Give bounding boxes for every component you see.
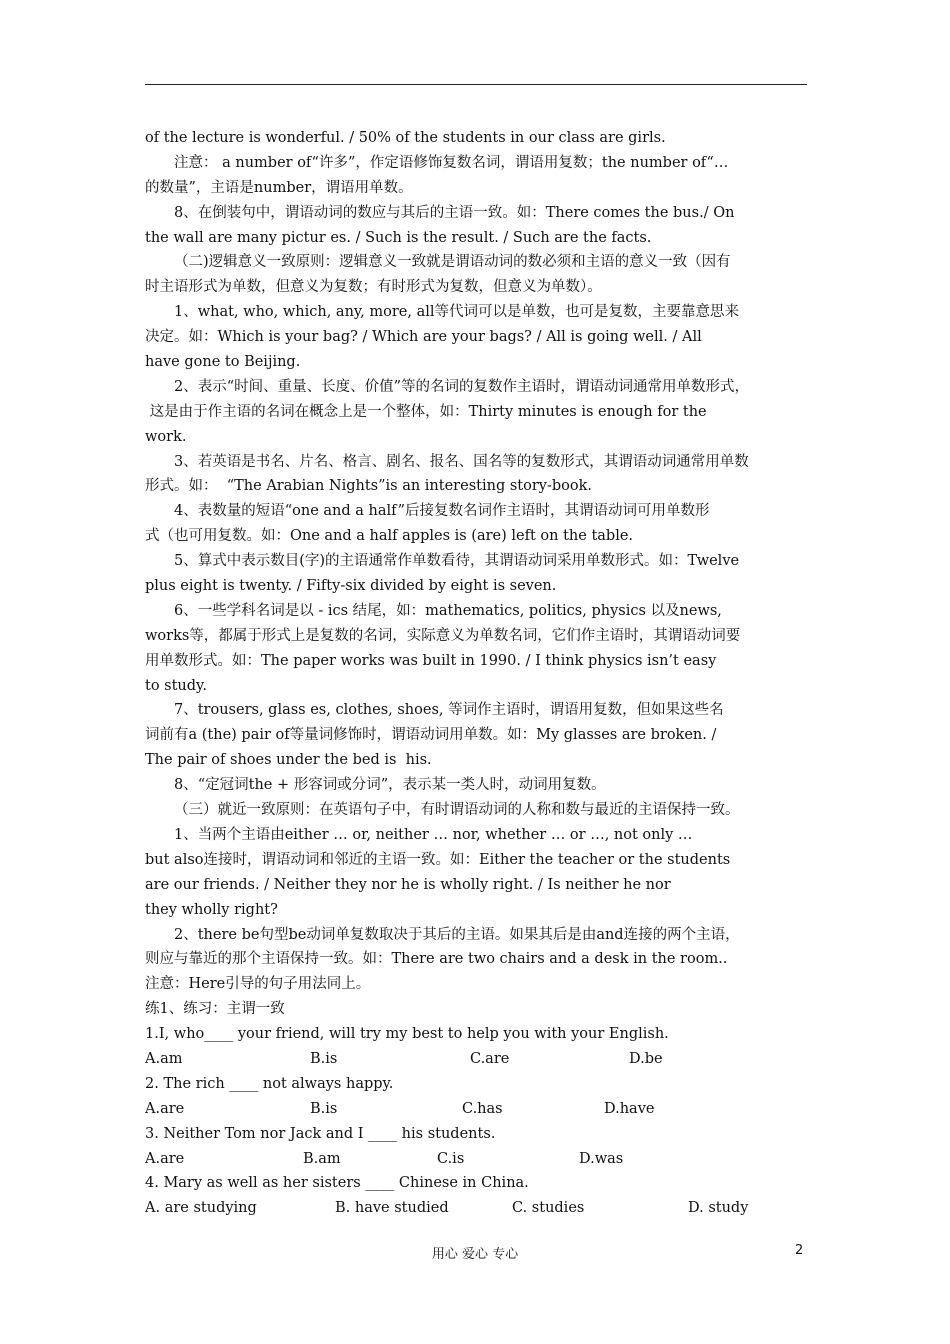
text-line: 8、“定冠词the + 形容词或分词”，表示某一类人时，动词用复数。 [174, 777, 606, 794]
question-text: 4. Mary as well as her sisters ____ Chinese in China. [145, 1175, 529, 1192]
option-c[interactable]: C.has [462, 1100, 503, 1117]
text-line: The pair of shoes under the bed is his. [145, 752, 432, 769]
text-line: 3、若英语是书名、片名、格言、剧名、报名、国名等的复数形式，其谓语动词通常用单数 [174, 453, 749, 470]
text-line: 4、表数量的短语“one and a half”后接复数名词作主语时，其谓语动词可用单数形 [174, 503, 710, 520]
option-c[interactable]: C. studies [512, 1200, 585, 1217]
option-a[interactable]: A.are [145, 1100, 185, 1117]
option-a[interactable]: A.are [145, 1150, 185, 1167]
question-text: 3. Neither Tom nor Jack and I ____ his students. [145, 1125, 496, 1142]
option-b[interactable]: B.is [310, 1050, 338, 1067]
text-line: 2、there be句型be动词单复数取决于其后的主语。如果其后是由and连接的两个主语， [174, 926, 740, 943]
page-body [145, 126, 807, 1221]
text-line: works等，都属于形式上是复数的名词，实际意义为单数名词，它们作主语时，其谓语动词要 [145, 627, 741, 644]
text-line: 5、算式中表示数目(字)的主语通常作单数看待，其谓语动词采用单数形式。如：Twelve [174, 553, 740, 570]
question-options [145, 1047, 807, 1072]
text-line: 式（也可用复数。如：One and a half apples is (are) left on the table. [145, 528, 634, 545]
text-line: 6、一些学科名词是以 - ics 结尾，如：mathematics, politics, physics 以及news, [174, 602, 722, 619]
text-line: （三）就近一致原则：在英语句子中，有时谓语动词的人称和数与最近的主语保持一致。 [174, 802, 740, 819]
text-line: they wholly right? [145, 901, 278, 918]
option-d[interactable]: D.have [604, 1100, 655, 1117]
question-options [145, 1097, 807, 1122]
text-line: 1、what, who, which, any, more, all等代词可以是单数，也可是复数，主要靠意思来 [174, 304, 740, 321]
option-c[interactable]: C.are [470, 1050, 510, 1067]
text-line: 的数量”，主语是number，谓语用单数。 [145, 179, 413, 196]
text-line: 注意：Here引导的句子用法同上。 [145, 976, 371, 993]
text-line: 则应与靠近的那个主语保持一致。如：There are two chairs and a desk in the room.. [145, 951, 728, 968]
text-line: 用单数形式。如：The paper works was built in 1990. / I think physics isn’t easy [145, 652, 717, 669]
text-line: 练1、练习：主谓一致 [145, 1001, 285, 1018]
option-d[interactable]: D.be [629, 1050, 663, 1067]
text-line: 时主语形式为单数，但意义为复数；有时形式为复数，但意义为单数）。 [145, 279, 602, 296]
text-line: 2、表示“时间、重量、长度、价值”等的名词的复数作主语时，谓语动词通常用单数形式， [174, 378, 750, 395]
header-rule [145, 84, 807, 85]
text-line: but also连接时，谓语动词和邻近的主语一致。如：Either the teacher or the students [145, 851, 731, 868]
footer-slogan: 用心 爱心 专心 [431, 1247, 519, 1262]
option-d[interactable]: D.was [579, 1150, 624, 1167]
text-line: have gone to Beijing. [145, 354, 301, 371]
text-line: 8、在倒装句中，谓语动词的数应与其后的主语一致。如：There comes the bus./ On [174, 204, 735, 221]
page-number: 2 [795, 1243, 804, 1258]
text-line: 这是由于作主语的名词在概念上是一个整体，如：Thirty minutes is enough for the [145, 403, 707, 420]
text-line: 1、当两个主语由either … or, neither … nor, whether … or …, not only … [174, 826, 693, 843]
question-options [145, 1147, 807, 1172]
option-b[interactable]: B. have studied [335, 1200, 449, 1217]
question-text: 1.I, who____ your friend, will try my best to help you with your English. [145, 1026, 669, 1043]
text-line: to study. [145, 677, 207, 694]
option-a[interactable]: A. are studying [145, 1200, 257, 1217]
question-text: 2. The rich ____ not always happy. [145, 1075, 394, 1092]
text-line: work. [145, 428, 187, 445]
text-line: 形式。如： “The Arabian Nights”is an interesting story-book. [145, 478, 592, 495]
text-line: of the lecture is wonderful. / 50% of the students in our class are girls. [145, 130, 666, 146]
option-c[interactable]: C.is [437, 1150, 465, 1167]
text-line: （二)逻辑意义一致原则：逻辑意义一致就是谓语动词的数必须和主语的意义一致（因有 [174, 254, 731, 271]
option-a[interactable]: A.am [145, 1050, 183, 1067]
text-line: 注意： a number of“许多”，作定语修饰复数名词，谓语用复数；the number of“… [174, 154, 729, 171]
text-line: the wall are many pictur es. / Such is the result. / Such are the facts. [145, 229, 652, 246]
text-line: 词前有a (the) pair of等量词修饰时，谓语动词用单数。如：My glasses are broken. / [145, 727, 717, 744]
option-d[interactable]: D. study [688, 1200, 749, 1217]
option-b[interactable]: B.is [310, 1100, 338, 1117]
text-line: are our friends. / Neither they nor he is wholly right. / Is neither he nor [145, 876, 671, 893]
text-line: plus eight is twenty. / Fifty-six divided by eight is seven. [145, 578, 557, 595]
text-line: 决定。如：Which is your bag? / Which are your bags? / All is going well. / All [145, 329, 702, 346]
question-options [145, 1196, 807, 1221]
option-b[interactable]: B.am [303, 1150, 341, 1167]
text-line: 7、trousers, glass es, clothes, shoes, 等词作主语时，谓语用复数，但如果这些名 [174, 702, 724, 719]
